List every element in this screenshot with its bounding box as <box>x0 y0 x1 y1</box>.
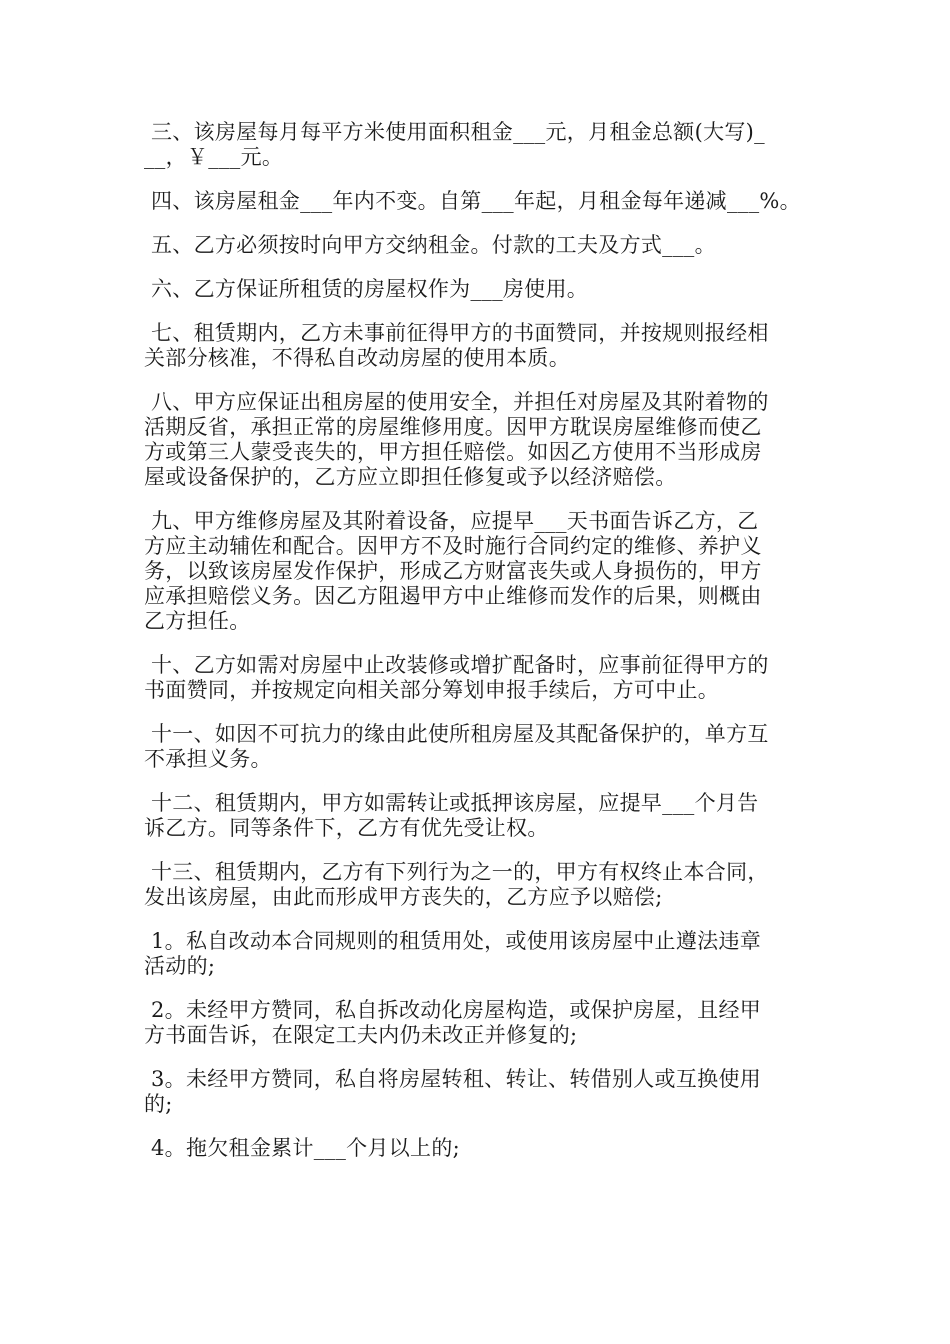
clause-11-force-majeure: 十一、如因不可抗力的缘由此使所租房屋及其配备保护的，单方互 不承担义务。 <box>144 722 769 771</box>
clause-12-transfer: 十二、租赁期内，甲方如需转让或抵押该房屋，应提早___个月告 诉乙方。同等条件下，乙方有优先受让权。 <box>144 791 759 840</box>
list-item-4: 4。拖欠租金累计___个月以上的; <box>144 1136 461 1160</box>
list-item-1: 1。私自改动本合同规则的租赁用处，或使用该房屋中止遵法违章 活动的; <box>144 929 762 978</box>
clause-10-renovation: 十、乙方如需对房屋中止改装修或增扩配备时，应事前征得甲方的 书面赞同，并按规定向相关部分筹划申报手续后，方可中止。 <box>144 653 769 702</box>
clause-7-no-alteration: 七、租赁期内，乙方未事前征得甲方的书面赞同，并按规则报经相 关部分核准，不得私自改动房屋的使用本质。 <box>144 321 769 370</box>
clause-3-rent-amount: 三、该房屋每月每平方米使用面积租金___元，月租金总额(大写)_ __，￥___元。 <box>144 120 765 169</box>
clause-9-repairs: 九、甲方维修房屋及其附着设备，应提早___天书面告诉乙方，乙 方应主动辅佐和配合。因甲方不及时施行合同约定的维修、养护义 务，以致该房屋发作保护，形成乙方财富丧失或人身损伤的，甲方 应承担赔偿义务。因乙方阻遏甲方中止维修而发作的后果，则概由 乙方担任。 <box>144 509 762 633</box>
document-body <box>144 120 824 1180</box>
clause-4-rent-term: 四、该房屋租金___年内不变。自第___年起，月租金每年递减___%。 <box>144 189 801 213</box>
list-item-2: 2。未经甲方赞同，私自拆改动化房屋构造，或保护房屋，且经甲 方书面告诉，在限定工夫内仍未改正并修复的; <box>144 998 762 1047</box>
clause-13-termination: 十三、租赁期内，乙方有下列行为之一的，甲方有权终止本合同， 发出该房屋，由此而形成甲方丧失的，乙方应予以赔偿; <box>144 860 769 909</box>
clause-8-safety-maintenance: 八、甲方应保证出租房屋的使用安全，并担任对房屋及其附着物的 活期反省，承担正常的房屋维修用度。因甲方耽误房屋维修而使乙 方或第三人蒙受丧失的，甲方担任赔偿。如因乙方使用不当形成房 屋或设备保护的，乙方应立即担任修复或予以经济赔偿。 <box>144 390 769 489</box>
clause-6-usage: 六、乙方保证所租赁的房屋权作为___房使用。 <box>144 277 589 301</box>
list-item-3: 3。未经甲方赞同，私自将房屋转租、转让、转借别人或互换使用 的; <box>144 1067 762 1116</box>
clause-5-payment: 五、乙方必须按时向甲方交纳租金。付款的工夫及方式___。 <box>144 233 716 257</box>
